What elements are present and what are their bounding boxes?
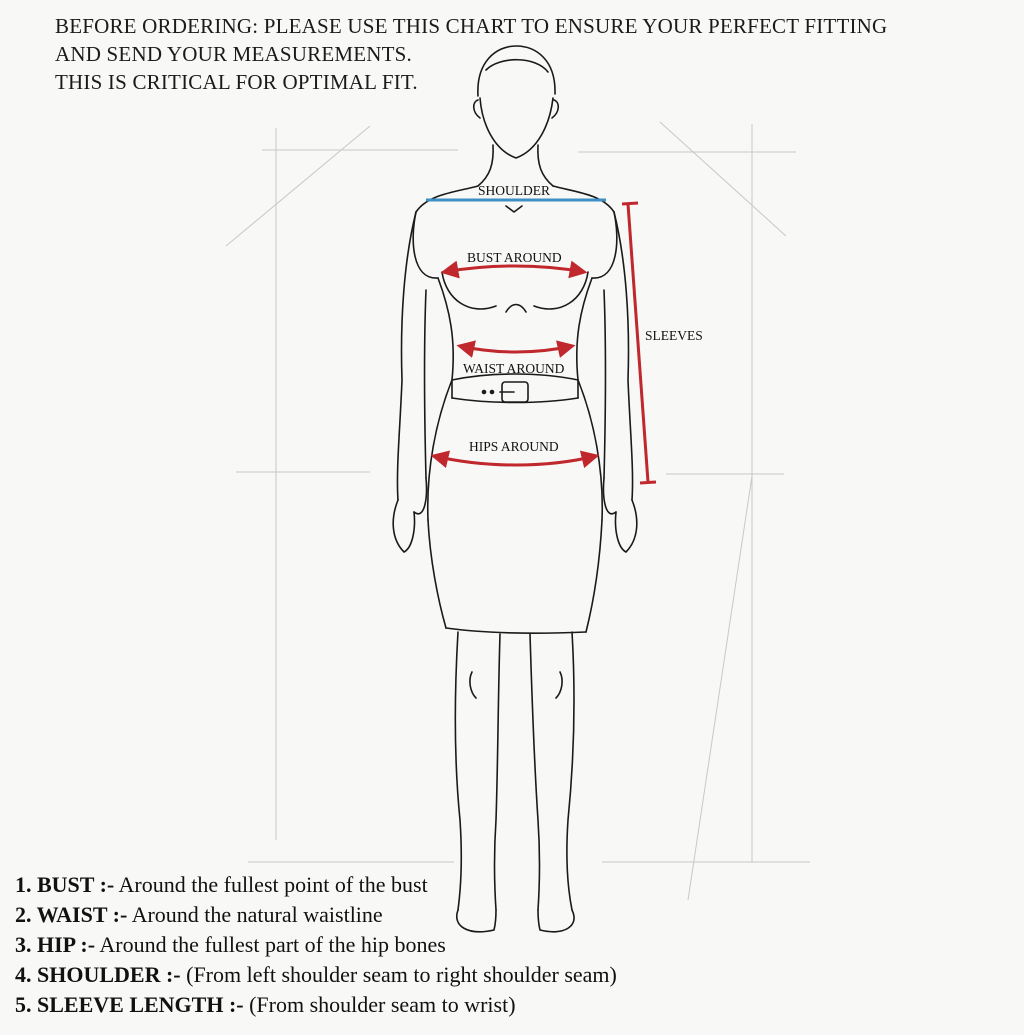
legend-desc: Around the fullest point of the bust (118, 872, 428, 897)
label-bust: BUST AROUND (467, 250, 562, 265)
label-waist: WAIST AROUND (463, 361, 565, 376)
female-figure-outline (393, 46, 637, 932)
instructions-header (55, 12, 887, 96)
legend-term: 4. SHOULDER :- (15, 962, 181, 987)
label-sleeves: SLEEVES (645, 328, 703, 343)
header-line-2: AND SEND YOUR MEASUREMENTS. (55, 42, 412, 66)
bust-arrow (444, 266, 584, 272)
legend-term: 2. WAIST :- (15, 902, 128, 927)
legend-item (15, 870, 617, 900)
legend-term: 5. SLEEVE LENGTH :- (15, 992, 244, 1017)
legend-term: 3. HIP :- (15, 932, 96, 957)
legend-desc: (From shoulder seam to wrist) (249, 992, 516, 1017)
legend-item (15, 930, 617, 960)
legend-desc: Around the natural waistline (131, 902, 383, 927)
legend-item (15, 990, 617, 1020)
hips-arrow (434, 456, 596, 465)
legend-item (15, 960, 617, 990)
guide-lines (226, 122, 810, 900)
legend-desc: Around the fullest part of the hip bones (99, 932, 446, 957)
label-shoulder: SHOULDER (478, 183, 551, 198)
label-hips: HIPS AROUND (469, 439, 559, 454)
legend-term: 1. BUST :- (15, 872, 115, 897)
waist-arrow (460, 346, 572, 352)
legend-item (15, 900, 617, 930)
header-line-1: BEFORE ORDERING: PLEASE USE THIS CHART TO ENSURE YOUR PERFECT FITTING (55, 14, 888, 38)
measurement-legend (15, 870, 617, 1020)
header-line-3: THIS IS CRITICAL FOR OPTIMAL FIT. (55, 70, 418, 94)
legend-desc: (From left shoulder seam to right shoulder seam) (186, 962, 617, 987)
